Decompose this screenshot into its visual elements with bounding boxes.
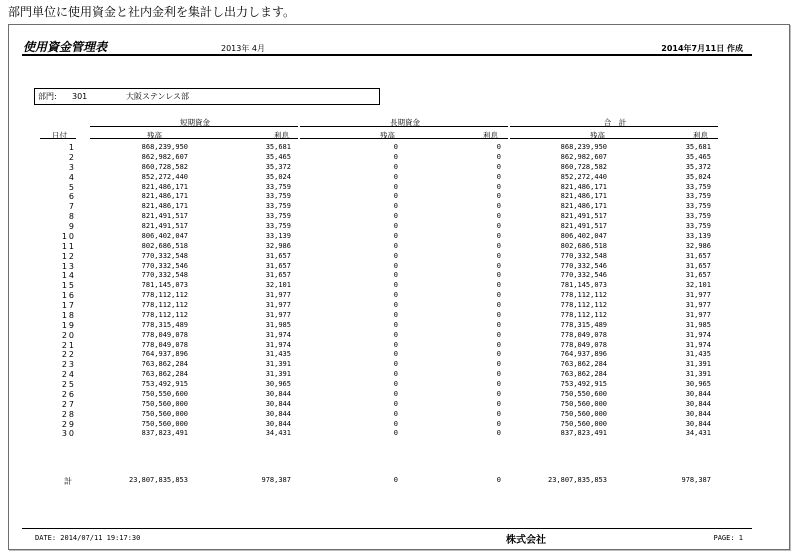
total-balance-cell: 837,823,491 <box>560 429 607 438</box>
short-balance-cell: 860,728,582 <box>141 162 188 171</box>
long-interest-cell: 0 <box>496 360 501 369</box>
day-cell: 25 <box>61 380 76 389</box>
total-interest-cell: 34,431 <box>685 429 711 438</box>
table-row <box>0 370 793 380</box>
table-row <box>0 311 793 321</box>
short-balance-cell: 821,491,517 <box>141 212 188 221</box>
short-interest-cell: 32,986 <box>265 241 291 250</box>
short-balance-cell: 750,560,000 <box>141 409 188 418</box>
long-interest-cell: 0 <box>496 162 501 171</box>
group-long-term: 長期資金 <box>390 118 420 127</box>
long-balance-cell: 0 <box>393 212 398 221</box>
day-cell: 6 <box>68 192 76 202</box>
day-cell: 4 <box>68 172 76 182</box>
long-balance-cell: 0 <box>393 271 398 280</box>
total-interest-cell: 31,974 <box>685 330 711 339</box>
table-row <box>0 400 793 410</box>
short-interest-cell: 31,974 <box>265 330 291 339</box>
short-balance-cell: 821,486,171 <box>141 202 188 211</box>
footer-company: 株式会社 <box>506 535 546 546</box>
long-balance-cell: 0 <box>393 380 398 388</box>
long-balance-cell: 0 <box>393 320 398 329</box>
short-balance-cell: 868,239,950 <box>141 143 188 151</box>
total-balance-cell: 763,862,284 <box>560 360 607 369</box>
footer-rule <box>22 528 752 529</box>
long-interest-cell: 0 <box>496 143 501 151</box>
long-balance-cell: 0 <box>393 222 398 230</box>
table-row <box>0 202 793 212</box>
total-interest-cell: 33,759 <box>685 192 711 201</box>
column-long-balance: 残高 <box>380 131 395 140</box>
long-interest-cell: 0 <box>496 202 501 211</box>
short-balance-cell: 778,049,078 <box>141 330 188 339</box>
total-interest-cell: 35,681 <box>685 143 711 151</box>
total-interest-cell: 31,657 <box>685 271 711 280</box>
long-interest-cell: 0 <box>496 399 501 408</box>
long-balance-cell: 0 <box>393 350 398 359</box>
total-balance-cell: 781,145,073 <box>560 281 607 290</box>
table-row <box>0 341 793 351</box>
total-balance-cell: 860,728,582 <box>560 162 607 171</box>
group-divider-total <box>510 126 718 127</box>
total-interest-cell: 35,465 <box>685 152 711 161</box>
long-balance-cell: 0 <box>393 419 398 428</box>
day-cell: 10 <box>61 231 76 241</box>
long-interest-cell: 0 <box>496 310 501 319</box>
total-interest-cell: 35,024 <box>685 172 711 181</box>
total-label: 計 <box>64 477 72 486</box>
long-balance-cell: 0 <box>393 261 398 270</box>
total-balance-cell: 806,402,047 <box>560 231 607 240</box>
day-cell: 26 <box>61 389 76 399</box>
short-interest-cell: 30,844 <box>265 389 291 398</box>
table-row <box>0 301 793 311</box>
total-interest-cell: 31,435 <box>685 350 711 359</box>
total-interest-cell: 30,844 <box>685 399 711 408</box>
table-row <box>0 271 793 281</box>
long-interest-cell: 0 <box>496 261 501 270</box>
short-interest-cell: 31,657 <box>265 251 291 260</box>
long-balance-cell: 0 <box>393 192 398 201</box>
short-balance-cell: 778,112,112 <box>141 291 188 300</box>
short-interest-cell: 31,985 <box>265 320 291 329</box>
total-balance-cell: 868,239,950 <box>560 143 607 151</box>
total-balance-cell: 750,560,000 <box>560 419 607 428</box>
short-balance-cell: 778,315,489 <box>141 320 188 329</box>
total-balance-cell: 750,560,000 <box>560 399 607 408</box>
total-balance-cell: 821,491,517 <box>560 212 607 221</box>
table-row <box>0 242 793 252</box>
long-interest-cell: 0 <box>496 281 501 290</box>
long-interest-cell: 0 <box>496 330 501 339</box>
total-interest-cell: 31,977 <box>685 310 711 319</box>
column-total-interest: 利息 <box>693 131 708 140</box>
short-interest-cell: 30,965 <box>265 380 291 388</box>
long-balance-cell: 0 <box>393 360 398 369</box>
column-short-balance: 残高 <box>147 131 162 140</box>
long-interest-cell: 0 <box>496 380 501 388</box>
long-interest-cell: 0 <box>496 271 501 280</box>
long-interest-cell: 0 <box>496 350 501 359</box>
day-cell: 1 <box>68 143 76 152</box>
short-interest-cell: 33,759 <box>265 192 291 201</box>
total-interest-cell: 31,974 <box>685 340 711 349</box>
total-balance-cell: 764,937,896 <box>560 350 607 359</box>
short-balance-cell: 778,049,078 <box>141 340 188 349</box>
long-interest-cell: 0 <box>496 370 501 379</box>
total-interest-cell: 31,657 <box>685 261 711 270</box>
total-balance-cell: 778,049,078 <box>560 330 607 339</box>
table-row <box>0 262 793 272</box>
day-cell: 28 <box>61 409 76 419</box>
long-interest-cell: 0 <box>496 172 501 181</box>
day-cell: 11 <box>61 241 76 251</box>
long-balance-cell: 0 <box>393 162 398 171</box>
table-row <box>0 173 793 183</box>
long-balance-cell: 0 <box>393 202 398 211</box>
group-divider-short <box>90 126 298 127</box>
short-interest-cell: 30,844 <box>265 409 291 418</box>
table-row <box>0 420 793 430</box>
day-cell: 30 <box>61 429 76 439</box>
short-interest-cell: 33,139 <box>265 231 291 240</box>
title-underline <box>22 54 752 56</box>
total-balance-cell: 821,486,171 <box>560 192 607 201</box>
long-interest-cell: 0 <box>496 419 501 428</box>
total-total-balance: 23,807,835,853 <box>547 476 607 484</box>
long-interest-cell: 0 <box>496 152 501 161</box>
long-balance-cell: 0 <box>393 143 398 151</box>
department-code: 301 <box>72 92 88 101</box>
day-cell: 15 <box>61 281 76 291</box>
short-balance-cell: 821,486,171 <box>141 192 188 201</box>
total-interest-cell: 30,844 <box>685 409 711 418</box>
column-short-interest: 利息 <box>274 131 289 140</box>
group-divider-long <box>300 126 508 127</box>
total-balance-cell: 821,486,171 <box>560 202 607 211</box>
total-interest-cell: 30,965 <box>685 380 711 388</box>
department-box <box>34 88 380 105</box>
short-interest-cell: 30,844 <box>265 419 291 428</box>
total-balance-cell: 770,332,548 <box>560 251 607 260</box>
day-cell: 14 <box>61 271 76 281</box>
day-cell: 3 <box>68 162 76 172</box>
short-interest-cell: 31,977 <box>265 301 291 309</box>
total-long-interest: 0 <box>496 476 501 484</box>
short-interest-cell: 35,465 <box>265 152 291 161</box>
short-balance-cell: 764,937,896 <box>141 350 188 359</box>
short-balance-cell: 821,486,171 <box>141 182 188 191</box>
long-interest-cell: 0 <box>496 291 501 300</box>
long-interest-cell: 0 <box>496 222 501 230</box>
short-interest-cell: 35,024 <box>265 172 291 181</box>
long-balance-cell: 0 <box>393 310 398 319</box>
table-row <box>0 252 793 262</box>
day-cell: 29 <box>61 419 76 429</box>
long-balance-cell: 0 <box>393 330 398 339</box>
total-interest-cell: 32,986 <box>685 241 711 250</box>
short-interest-cell: 33,759 <box>265 182 291 191</box>
day-cell: 18 <box>61 310 76 320</box>
total-balance-cell: 821,491,517 <box>560 222 607 230</box>
table-row <box>0 192 793 202</box>
short-balance-cell: 778,112,112 <box>141 310 188 319</box>
short-interest-cell: 33,759 <box>265 212 291 221</box>
long-interest-cell: 0 <box>496 251 501 260</box>
total-balance-cell: 802,686,518 <box>560 241 607 250</box>
long-balance-cell: 0 <box>393 370 398 379</box>
total-interest-cell: 31,391 <box>685 360 711 369</box>
table-row <box>0 291 793 301</box>
long-interest-cell: 0 <box>496 389 501 398</box>
department-name: 大阪ステンレス部 <box>126 92 189 101</box>
long-interest-cell: 0 <box>496 429 501 438</box>
short-balance-cell: 781,145,073 <box>141 281 188 290</box>
short-interest-cell: 32,101 <box>265 281 291 290</box>
long-interest-cell: 0 <box>496 241 501 250</box>
long-interest-cell: 0 <box>496 212 501 221</box>
total-interest-cell: 35,372 <box>685 162 711 171</box>
total-balance-cell: 852,272,440 <box>560 172 607 181</box>
long-balance-cell: 0 <box>393 399 398 408</box>
group-total: 合 計 <box>603 118 627 127</box>
long-balance-cell: 0 <box>393 291 398 300</box>
total-balance-cell: 778,049,078 <box>560 340 607 349</box>
short-balance-cell: 750,560,000 <box>141 399 188 408</box>
day-cell: 7 <box>68 202 76 212</box>
short-balance-cell: 862,982,607 <box>141 152 188 161</box>
total-balance-cell: 778,112,112 <box>560 310 607 319</box>
long-interest-cell: 0 <box>496 340 501 349</box>
report-created-date: 2014年7月11日 作成 <box>661 44 743 53</box>
table-row <box>0 350 793 360</box>
short-balance-cell: 802,686,518 <box>141 241 188 250</box>
footer-page-number: PAGE: 1 <box>713 534 743 542</box>
table-row <box>0 380 793 390</box>
table-row <box>0 153 793 163</box>
day-cell: 2 <box>68 152 76 162</box>
short-balance-cell: 750,550,600 <box>141 389 188 398</box>
column-long-interest: 利息 <box>483 131 498 140</box>
long-interest-cell: 0 <box>496 409 501 418</box>
report-title: 使用資金管理表 <box>23 40 108 54</box>
short-interest-cell: 33,759 <box>265 222 291 230</box>
short-balance-cell: 778,112,112 <box>141 301 188 309</box>
long-interest-cell: 0 <box>496 301 501 309</box>
day-cell: 21 <box>61 340 76 350</box>
total-balance-cell: 778,315,489 <box>560 320 607 329</box>
table-row <box>0 360 793 370</box>
short-interest-cell: 33,759 <box>265 202 291 211</box>
short-interest-cell: 31,435 <box>265 350 291 359</box>
header-rule-day <box>40 138 76 139</box>
report-period: 2013年 4月 <box>221 44 265 53</box>
total-balance-cell: 770,332,546 <box>560 261 607 270</box>
total-short-balance: 23,807,835,853 <box>128 476 188 484</box>
total-balance-cell: 778,112,112 <box>560 301 607 309</box>
total-long-balance: 0 <box>393 476 398 484</box>
short-balance-cell: 770,332,546 <box>141 261 188 270</box>
total-interest-cell: 31,391 <box>685 370 711 379</box>
table-row <box>0 281 793 291</box>
daily-rows <box>0 143 793 439</box>
total-interest-cell: 31,977 <box>685 301 711 309</box>
day-cell: 16 <box>61 291 76 301</box>
short-interest-cell: 35,372 <box>265 162 291 171</box>
department-label: 部門: <box>38 92 57 101</box>
day-cell: 19 <box>61 320 76 330</box>
total-interest-cell: 33,139 <box>685 231 711 240</box>
table-row <box>0 163 793 173</box>
long-balance-cell: 0 <box>393 340 398 349</box>
short-balance-cell: 770,332,548 <box>141 251 188 260</box>
table-row <box>0 321 793 331</box>
header-rule-short <box>90 138 298 139</box>
table-row <box>0 183 793 193</box>
total-balance-cell: 778,112,112 <box>560 291 607 300</box>
footer-date: DATE: 2014/07/11 19:17:30 <box>35 534 141 542</box>
table-row <box>0 222 793 232</box>
day-cell: 17 <box>61 301 76 310</box>
short-interest-cell: 35,681 <box>265 143 291 151</box>
table-row <box>0 331 793 341</box>
table-row <box>0 390 793 400</box>
total-balance-cell: 750,560,000 <box>560 409 607 418</box>
long-balance-cell: 0 <box>393 231 398 240</box>
long-interest-cell: 0 <box>496 182 501 191</box>
total-balance-cell: 862,982,607 <box>560 152 607 161</box>
total-interest-cell: 32,101 <box>685 281 711 290</box>
total-balance-cell: 750,550,600 <box>560 389 607 398</box>
long-balance-cell: 0 <box>393 409 398 418</box>
day-cell: 27 <box>61 399 76 409</box>
short-balance-cell: 770,332,548 <box>141 271 188 280</box>
long-balance-cell: 0 <box>393 152 398 161</box>
total-interest-cell: 33,759 <box>685 202 711 211</box>
short-interest-cell: 31,391 <box>265 370 291 379</box>
header-rule-long <box>300 138 508 139</box>
short-balance-cell: 753,492,915 <box>141 380 188 388</box>
total-short-interest: 978,387 <box>261 476 291 484</box>
header-rule-total <box>510 138 718 139</box>
long-balance-cell: 0 <box>393 301 398 309</box>
total-interest-cell: 31,985 <box>685 320 711 329</box>
long-balance-cell: 0 <box>393 429 398 438</box>
table-row <box>0 429 793 439</box>
short-interest-cell: 34,431 <box>265 429 291 438</box>
day-cell: 8 <box>68 212 76 222</box>
group-short-term: 短期資金 <box>180 118 210 127</box>
day-cell: 23 <box>61 360 76 370</box>
day-cell: 5 <box>68 182 76 192</box>
short-balance-cell: 763,862,284 <box>141 370 188 379</box>
total-interest-cell: 33,759 <box>685 182 711 191</box>
long-interest-cell: 0 <box>496 231 501 240</box>
short-interest-cell: 30,844 <box>265 399 291 408</box>
total-interest-cell: 31,657 <box>685 251 711 260</box>
long-balance-cell: 0 <box>393 172 398 181</box>
short-interest-cell: 31,657 <box>265 261 291 270</box>
total-balance-cell: 770,332,546 <box>560 271 607 280</box>
table-row <box>0 232 793 242</box>
total-total-interest: 978,387 <box>681 476 711 484</box>
short-balance-cell: 806,402,047 <box>141 231 188 240</box>
column-total-balance: 残高 <box>590 131 605 140</box>
day-cell: 13 <box>61 261 76 271</box>
table-row <box>0 410 793 420</box>
day-cell: 12 <box>61 251 76 261</box>
short-interest-cell: 31,974 <box>265 340 291 349</box>
short-balance-cell: 763,862,284 <box>141 360 188 369</box>
total-interest-cell: 30,844 <box>685 389 711 398</box>
day-cell: 22 <box>61 350 76 360</box>
short-balance-cell: 750,560,000 <box>141 419 188 428</box>
total-interest-cell: 30,844 <box>685 419 711 428</box>
short-balance-cell: 852,272,440 <box>141 172 188 181</box>
total-row <box>0 476 793 486</box>
long-balance-cell: 0 <box>393 281 398 290</box>
total-balance-cell: 753,492,915 <box>560 380 607 388</box>
table-row <box>0 143 793 153</box>
short-balance-cell: 837,823,491 <box>141 429 188 438</box>
long-balance-cell: 0 <box>393 182 398 191</box>
long-balance-cell: 0 <box>393 241 398 250</box>
total-interest-cell: 33,759 <box>685 222 711 230</box>
page-caption: 部門単位に使用資金と社内金利を集計し出力します。 <box>8 5 296 19</box>
short-interest-cell: 31,391 <box>265 360 291 369</box>
short-interest-cell: 31,657 <box>265 271 291 280</box>
long-interest-cell: 0 <box>496 192 501 201</box>
day-cell: 20 <box>61 330 76 340</box>
long-balance-cell: 0 <box>393 389 398 398</box>
short-balance-cell: 821,491,517 <box>141 222 188 230</box>
day-cell: 24 <box>61 370 76 380</box>
long-balance-cell: 0 <box>393 251 398 260</box>
total-interest-cell: 31,977 <box>685 291 711 300</box>
total-balance-cell: 821,486,171 <box>560 182 607 191</box>
column-day: 日付 <box>52 131 67 140</box>
day-cell: 9 <box>68 222 76 231</box>
total-balance-cell: 763,862,284 <box>560 370 607 379</box>
short-interest-cell: 31,977 <box>265 310 291 319</box>
short-interest-cell: 31,977 <box>265 291 291 300</box>
long-interest-cell: 0 <box>496 320 501 329</box>
table-row <box>0 212 793 222</box>
total-interest-cell: 33,759 <box>685 212 711 221</box>
